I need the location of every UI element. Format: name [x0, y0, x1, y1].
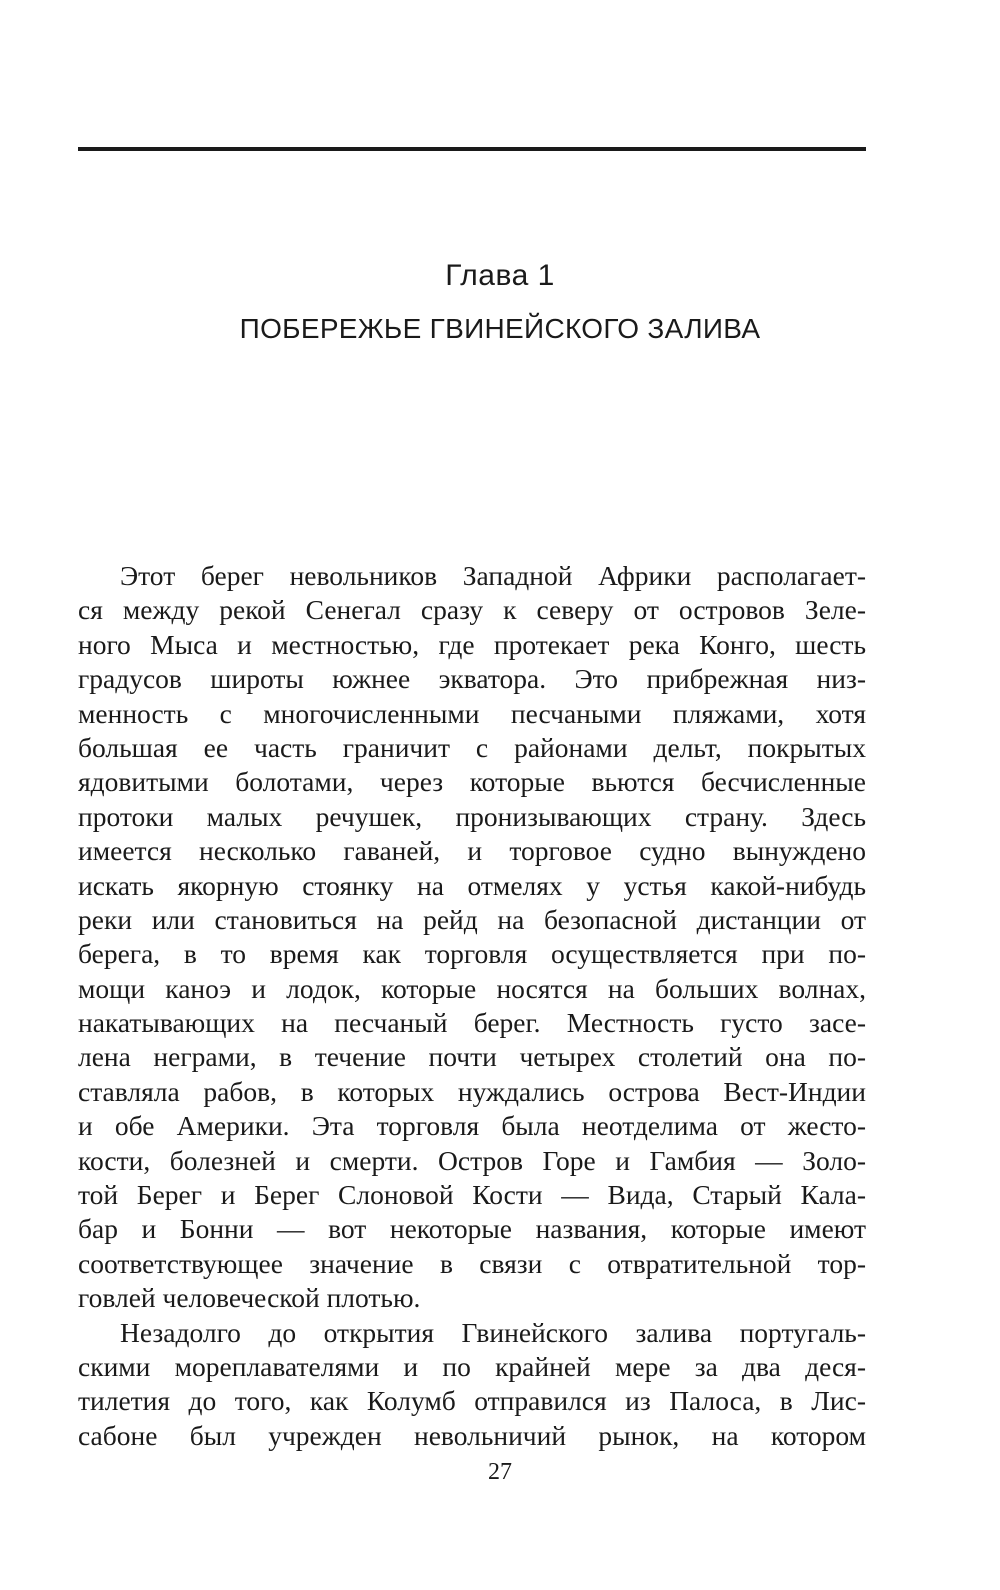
- text-line: ного Мыса и местностью, где протекает река Конго, шесть: [78, 628, 866, 660]
- page-number: 27: [488, 1459, 512, 1485]
- chapter-title: ПОБЕРЕЖЬЕ ГВИНЕЙСКОГО ЗАЛИВА: [239, 313, 761, 344]
- text-line: Незадолго до открытия Гвинейского залива португаль-: [120, 1316, 866, 1348]
- text-line: реки или становиться на рейд на безопасной дистанции от: [78, 903, 866, 935]
- text-line: имеется несколько гаваней, и торговое судно вынуждено: [78, 835, 866, 867]
- body-text: [78, 559, 866, 1453]
- text-line: соответствующее значение в связи с отвратительной тор-: [78, 1247, 866, 1279]
- text-line: протоки малых речушек, пронизывающих страну. Здесь: [78, 800, 866, 832]
- text-line: искать якорную стоянку на отмелях у устья какой-нибудь: [78, 869, 866, 901]
- text-line: и обе Америки. Эта торговля была неотделима от жесто-: [78, 1110, 866, 1142]
- text-line: кости, болезней и смерти. Остров Горе и Гамбия — Золо-: [78, 1144, 866, 1176]
- paragraph: [78, 559, 866, 1316]
- text-line: большая ее часть граничит с районами дельт, покрытых: [78, 731, 866, 763]
- text-line: сабоне был учрежден невольничий рынок, на котором: [78, 1419, 866, 1451]
- text-line: скими мореплавателями и по крайней мере за два деся-: [78, 1350, 866, 1382]
- paragraph: [78, 1316, 866, 1454]
- chapter-top-rule: [78, 147, 866, 151]
- text-line: градусов широты южнее экватора. Это прибрежная низ-: [78, 663, 866, 695]
- text-line: накатывающих на песчаный берег. Местность густо засе-: [78, 1007, 866, 1039]
- text-line: ставляла рабов, в которых нуждались острова Вест-Индии: [78, 1075, 866, 1107]
- text-line: той Берег и Берег Слоновой Кости — Вида, Старый Кала-: [78, 1179, 866, 1211]
- text-line: менность с многочисленными песчаными пляжами, хотя: [78, 697, 866, 729]
- text-line: бар и Бонни — вот некоторые названия, которые имеют: [78, 1213, 866, 1245]
- text-line: берега, в то время как торговля осуществляется при по-: [78, 938, 866, 970]
- text-line: говлей человеческой плотью.: [78, 1282, 421, 1314]
- text-line: лена неграми, в течение почти четырех столетий она по-: [78, 1041, 866, 1073]
- text-line: ся между рекой Сенегал сразу к северу от островов Зеле-: [78, 594, 866, 626]
- text-line: Этот берег невольников Западной Африки располагает-: [120, 560, 866, 591]
- text-line: мощи каноэ и лодок, которые носятся на больших волнах,: [78, 972, 866, 1004]
- chapter-number: Глава 1: [445, 259, 555, 292]
- text-line: тилетия до того, как Колумб отправился из Палоса, в Лис-: [78, 1385, 866, 1417]
- text-line: ядовитыми болотами, через которые вьются бесчисленные: [78, 766, 866, 798]
